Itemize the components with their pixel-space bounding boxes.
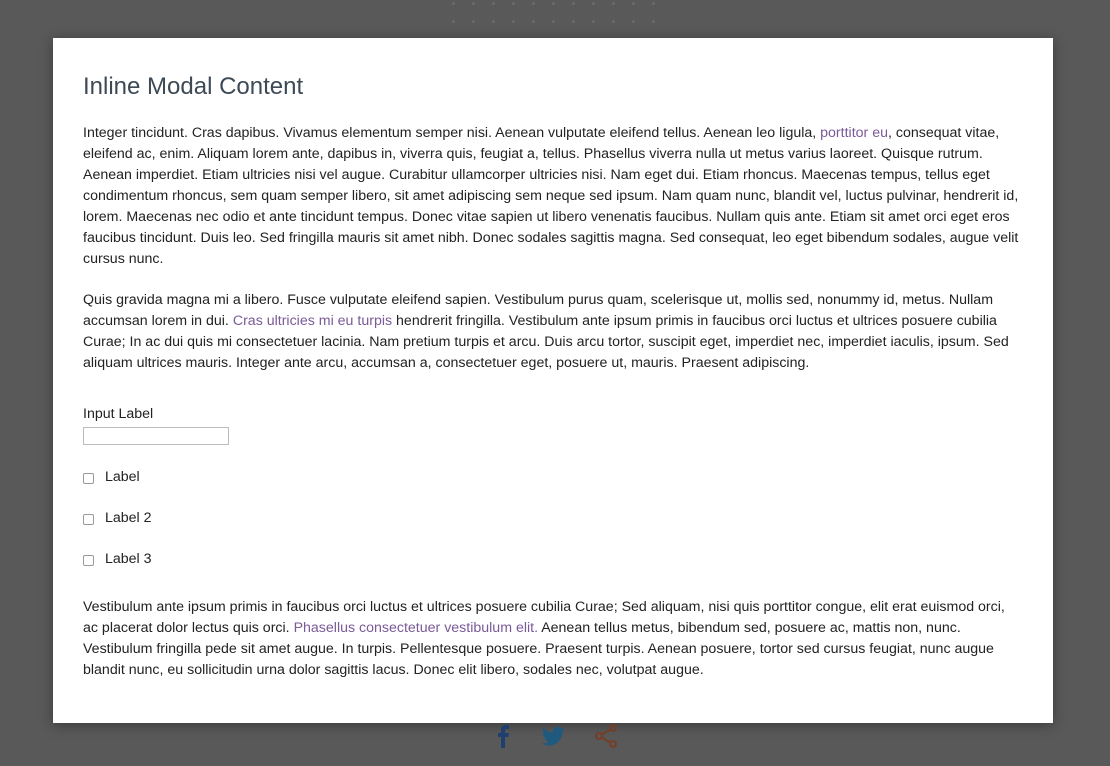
checkbox-label: Label xyxy=(105,469,140,485)
backdrop-dot xyxy=(492,2,495,5)
share-icon[interactable] xyxy=(592,722,620,750)
backdrop-dot xyxy=(652,2,655,5)
cras-ultricies-link[interactable]: Cras ultricies mi eu turpis xyxy=(232,313,393,329)
backdrop-dot xyxy=(572,20,575,23)
backdrop-dot xyxy=(612,20,615,23)
checkbox-row-1[interactable] xyxy=(83,467,1023,487)
paragraph-text: hendrerit fringilla. Vestibulum ante ipsum primis in faucibus orci luctus et ultrices posuere cubilia Curae; In ac dui quis mi consectetuer lacinia. Nam pretium turpis et arcu. Duis arcu tortor, suscipit eget, imperdiet nec, imperdiet iaculis, ipsum. Sed aliquam ultrices mauris. Integer ante arcu, accumsan a, consectetuer eget, posuere ut, mauris. Praesent adipiscing. xyxy=(83,313,1009,371)
modal-form xyxy=(83,404,1023,569)
modal-title: Inline Modal Content xyxy=(83,73,304,100)
facebook-icon[interactable] xyxy=(490,722,518,750)
paragraph-text: , consequat vitae, eleifend ac, enim. Aliquam lorem ante, dapibus in, viverra quis, feugiat a, tellus. Phasellus viverra nulla ut metus varius laoreet. Quisque rutrum. Aenean imperdiet. Etiam ultricies nisi vel augue. Curabitur ullamcorper ultricies nisi. Nam eget dui. Etiam rhoncus. Maecenas tempus, tellus eget condimentum rhoncus, sem quam semper libero, sit amet adipiscing sem neque sed ipsum. Nam quam nunc, blandit vel, luctus pulvinar, hendrerit id, lorem. Maecenas nec odio et ante tincidunt tempus. Donec vitae sapien ut libero venenatis faucibus. Nullam quis ante. Etiam sit amet orci eget eros faucibus tincidunt. Duis leo. Sed fringilla mauris sit amet nibh. Donec sodales sagittis magna. Sed consequat, leo eget bibendum sodales, augue velit cursus nunc. xyxy=(83,125,1019,267)
backdrop-dot xyxy=(612,2,615,5)
backdrop-dot xyxy=(452,2,455,5)
paragraph-text: Aenean tellus metus, bibendum sed, posuere ac, mattis non, nunc. Vestibulum fringilla pede sit amet augue. In turpis. Pellentesque posuere. Praesent turpis. Aenean posuere, tortor sed cursus feugiat, nunc augue blandit nunc, eu sollicitudin urna dolor sagittis lacus. Donec elit libero, sodales nec, volutpat augue. xyxy=(83,620,994,678)
inline-modal xyxy=(53,38,1053,723)
paragraph-text: Integer tincidunt. Cras dapibus. Vivamus elementum semper nisi. Aenean vulputate eleifend tellus. Aenean leo ligula, xyxy=(83,125,821,141)
twitter-icon[interactable] xyxy=(540,722,568,750)
backdrop-dot xyxy=(632,20,635,23)
checkbox-row-3[interactable] xyxy=(83,549,1023,569)
paragraph-text: Quis gravida magna mi a libero. Fusce vulputate eleifend sapien. Vestibulum purus quam, scelerisque ut, mollis sed, nonummy id, metus. Nullam accumsan lorem in dui. xyxy=(83,292,994,329)
backdrop-dot xyxy=(592,20,595,23)
backdrop-dot xyxy=(452,20,455,23)
checkbox-row-2[interactable] xyxy=(83,508,1023,528)
checkbox[interactable] xyxy=(83,555,94,566)
input-label: Input Label xyxy=(83,406,154,422)
text-input-field[interactable] xyxy=(83,427,229,445)
checkbox-label: Label 3 xyxy=(105,551,152,567)
backdrop-dot xyxy=(532,20,535,23)
backdrop-dot xyxy=(592,2,595,5)
backdrop-dot-pattern xyxy=(448,0,668,26)
checkbox[interactable] xyxy=(83,514,94,525)
backdrop-dot xyxy=(472,2,475,5)
paragraph-text: Vestibulum ante ipsum primis in faucibus orci luctus et ultrices posuere cubilia Curae; Sed aliquam, nisi quis porttitor congue, elit erat euismod orci, ac placerat dolor lectus quis orci. xyxy=(83,599,1005,636)
modal-paragraph-2 xyxy=(83,290,1023,374)
modal-paragraph-3 xyxy=(83,597,1023,681)
share-bar xyxy=(490,722,630,752)
backdrop-dot xyxy=(652,20,655,23)
modal-paragraph-1 xyxy=(83,123,1023,270)
checkbox-label: Label 2 xyxy=(105,510,152,526)
porttitor-link[interactable]: porttitor eu xyxy=(820,125,888,141)
backdrop-dot xyxy=(532,2,535,5)
checkbox[interactable] xyxy=(83,473,94,484)
backdrop-dot xyxy=(512,2,515,5)
backdrop-dot xyxy=(552,2,555,5)
backdrop-dot xyxy=(512,20,515,23)
backdrop-dot xyxy=(552,20,555,23)
backdrop-dot xyxy=(472,20,475,23)
backdrop-dot xyxy=(492,20,495,23)
backdrop-dot xyxy=(572,2,575,5)
phasellus-link[interactable]: Phasellus consectetuer vestibulum elit. xyxy=(293,620,539,636)
backdrop-dot xyxy=(632,2,635,5)
